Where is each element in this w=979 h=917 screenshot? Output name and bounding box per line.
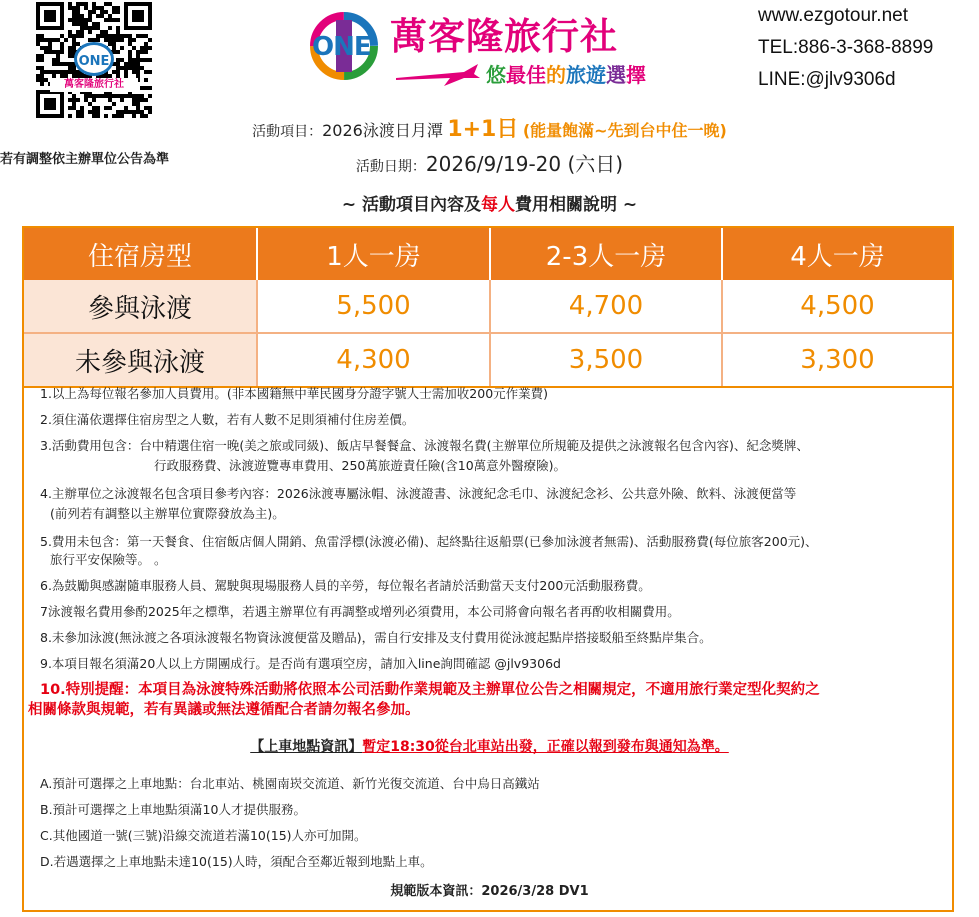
activity-item-paren: (能量飽滿~先到台中住一晚) [522, 121, 727, 140]
section-title [0, 190, 979, 215]
brand-logo [306, 4, 666, 90]
note-item: 3.活動費用包含：台中精選住宿一晚(美之旅或同級)、飯店早餐餐盒、泳渡報名費(主辦單位所規範及提供之泳渡報名包含內容)、紀念獎牌、 [40, 438, 809, 453]
note-item: 9.本項目報名須滿20人以上方開團成行。是否尚有選項空房，請加入line詢問確認 @jlv9306d [40, 656, 561, 671]
header-room-type: 住宿房型 [24, 228, 257, 280]
price-cell: 4,500 [722, 280, 952, 333]
warning-line: 10.特別提醒：本項目為泳渡特殊活動將依照本公司活動作業規範及主辦單位公告之相關規定，不適用旅行業定型化契約之 [40, 682, 820, 698]
slogan-part: 旅遊 [566, 63, 606, 87]
website-link[interactable]: www.ezgotour.net [758, 5, 908, 26]
qr-one-badge: ONE [74, 42, 114, 76]
row-label: 參與泳渡 [24, 280, 257, 333]
pickup-title-label: 【上車地點資訊】 [250, 739, 363, 755]
slogan-part: 選 [606, 63, 626, 87]
activity-item-name: 2026泳渡日月潭 [322, 121, 443, 140]
brand-name: 萬客隆旅行社 [390, 14, 618, 58]
slogan-part: 擇 [626, 63, 646, 87]
table-row [24, 333, 952, 387]
slogan-part: 最佳 [506, 63, 546, 87]
slogan-part: 的 [546, 63, 566, 87]
pickup-title-red: 暫定18:30從台北車站出發，正確以報到發布與通知為準。 [362, 739, 729, 755]
note-item: 5.費用未包含：第一天餐食、住宿飯店個人開銷、魚雷浮標(泳渡必備)、起終點往返船票(已參加泳渡者無需)、活動服務費(每位旅客200元)、 [40, 534, 818, 549]
note-item: 8.未參加泳渡(無泳渡之各項泳渡報名物資泳渡便當及贈品)，需自行安排及支付費用從泳渡起點岸搭接駁船至終點岸集合。 [40, 630, 712, 645]
price-cell: 4,300 [257, 333, 490, 387]
header-single: 1人一房 [257, 228, 490, 280]
activity-date-label: 活動日期： [355, 159, 426, 175]
pickup-item: D.若遇選擇之上車地點未達10(15)人時，須配合至鄰近報到地點上車。 [40, 854, 433, 869]
section-title-post: 費用相關說明 ~ [515, 195, 638, 215]
activity-item [0, 112, 979, 143]
price-cell: 3,300 [722, 333, 952, 387]
activity-date [0, 148, 979, 177]
row-label: 未參與泳渡 [24, 333, 257, 387]
version-info: 規範版本資訊：2026/3/28 DV1 [390, 884, 589, 899]
note-item: 行政服務費、泳渡遊覽專車費用、250萬旅遊責任險(含10萬意外醫療險)。 [154, 458, 567, 473]
slogan [486, 59, 646, 88]
pickup-item: A.預計可選擇之上車地點：台北車站、桃園南崁交流道、新竹光復交流道、台中烏日高鐵站 [40, 776, 540, 791]
note-item: 1.以上為每位報名參加人員費用。(非本國籍無中華民國身分證字號人士需加收200元作業費) [40, 386, 549, 401]
slogan-part: 悠 [486, 63, 506, 87]
price-table-header [24, 228, 952, 280]
one-logo-text: ONE [312, 32, 371, 62]
price-cell: 5,500 [257, 280, 490, 333]
warning-line: 相關條款與規範，若有異議或無法遵循配合者請勿報名參加。 [28, 702, 420, 718]
contact-info [758, 0, 933, 96]
note-item: 7泳渡報名費用參酌2025年之標準，若遇主辦單位有再調整或增列必須費用，本公司將會向報名者再酌收相關費用。 [40, 604, 680, 619]
section-title-pre: ~ 活動項目內容及 [341, 195, 481, 215]
note-item: 2.須住滿依選擇住宿房型之人數，若有人數不足則須補付住房差價。 [40, 412, 415, 427]
note-item: 4.主辦單位之泳渡報名包含項目參考內容：2026泳渡專屬泳帽、泳渡證書、泳渡紀念毛巾、泳渡紀念衫、公共意外險、飲料、泳渡便當等 [40, 486, 797, 501]
pickup-item: C.其他國道一號(三號)沿線交流道若滿10(15)人亦可加開。 [40, 828, 367, 843]
phone-number: TEL:886-3-368-8899 [758, 37, 934, 58]
line-id: LINE:@jlv9306d [758, 69, 896, 90]
activity-date-note: 若有調整依主辦單位公告為準 [0, 152, 170, 167]
pickup-item: B.預計可選擇之上車地點須滿10人才提供服務。 [40, 802, 306, 817]
note-item: 旅行平安保險等。 。 [50, 552, 167, 567]
table-row [24, 280, 952, 333]
activity-date-value: 2026/9/19-20 (六日) [425, 152, 624, 176]
section-title-red: 每人 [481, 195, 515, 215]
qr-caption: 萬客隆旅行社 [50, 78, 138, 92]
airplane-icon [394, 54, 482, 88]
price-cell: 3,500 [490, 333, 722, 387]
qr-code [36, 2, 152, 118]
pickup-title [0, 736, 979, 756]
price-cell: 4,700 [490, 280, 722, 333]
note-item: 6.為鼓勵與感謝隨車服務人員、駕駛與現場服務人員的辛勞，每位報名者請於活動當天支付200元活動服務費。 [40, 578, 651, 593]
activity-item-highlight: 1+1日 [447, 117, 519, 142]
price-table [24, 228, 952, 388]
note-item: (前列若有調整以主辦單位實際發放為主)。 [50, 506, 285, 521]
activity-item-label: 活動項目： [252, 124, 323, 140]
one-logo-icon [306, 10, 386, 82]
header-double-triple: 2-3人一房 [490, 228, 722, 280]
header-quad: 4人一房 [722, 228, 952, 280]
